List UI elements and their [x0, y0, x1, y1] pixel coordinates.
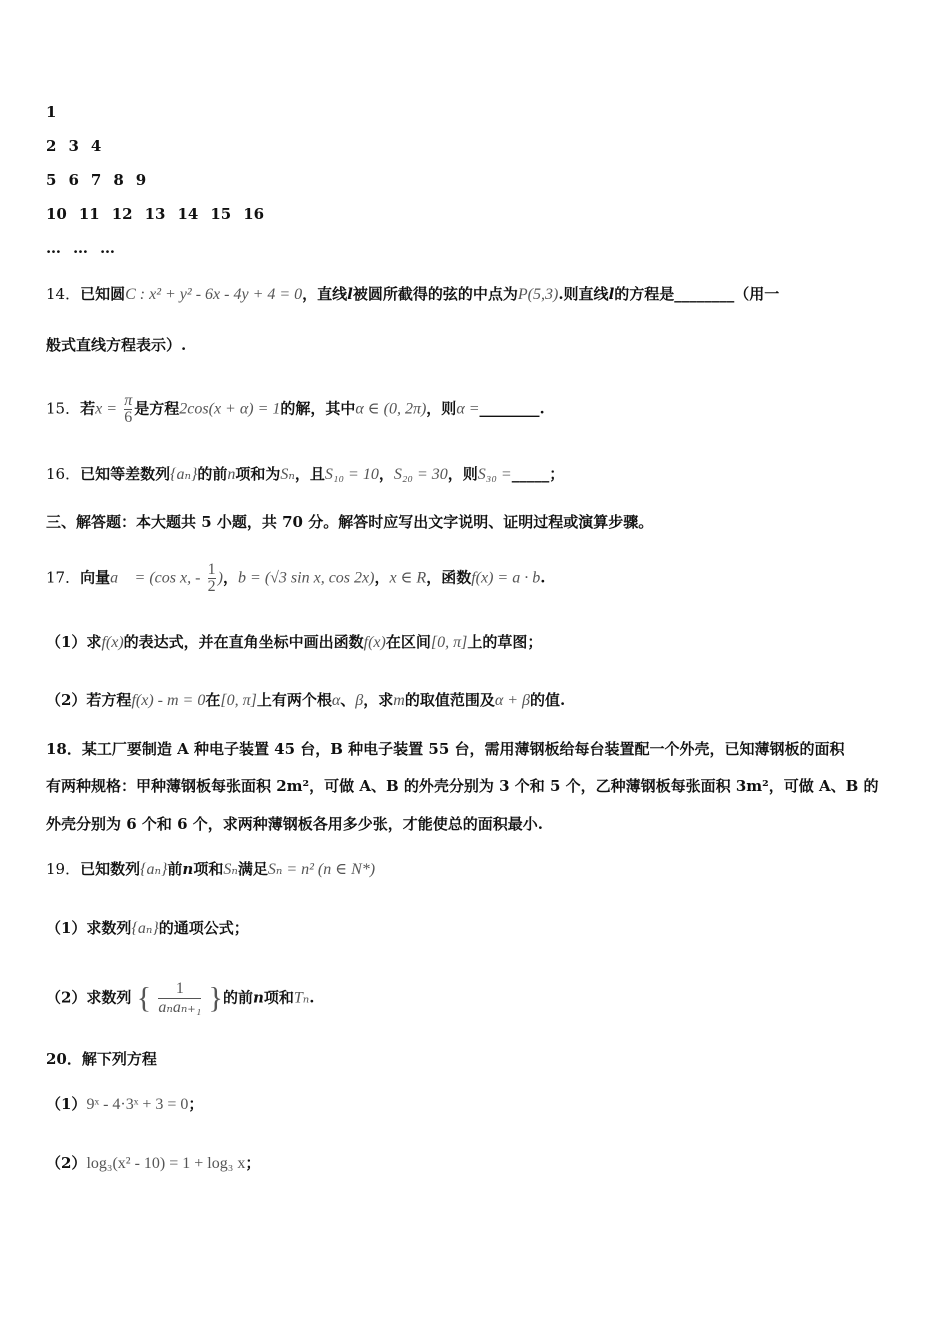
text: 项和为	[235, 465, 281, 483]
triangle-cell: 13	[144, 205, 166, 223]
triangle-cell: 8	[113, 171, 124, 189]
s30: S₃₀ =	[477, 466, 512, 483]
equation: 2cos(x + α) = 1	[179, 400, 281, 418]
triangle-cell: 3	[68, 137, 79, 155]
text: 上有两个根	[256, 691, 332, 709]
fraction-top: π	[124, 392, 133, 409]
equation: f(x) - m = 0	[131, 692, 206, 709]
text: （1）求	[46, 633, 102, 651]
label: （2）	[46, 1154, 87, 1172]
text: _____；	[511, 465, 565, 483]
sequence: {aₙ}	[131, 920, 159, 937]
question-number: 14．	[46, 285, 81, 303]
question-number: 19．	[46, 860, 81, 878]
triangle-cell: 7	[90, 171, 102, 189]
vector-a-end: )	[217, 569, 223, 587]
range: α ∈ (0, 2π)	[355, 400, 427, 418]
triangle-row-5	[46, 238, 127, 258]
triangle-cell: …	[100, 239, 115, 257]
text: ________.	[479, 399, 545, 418]
fraction-bottom: 6	[124, 409, 133, 426]
triangle-cell: 2	[46, 137, 57, 155]
question-15	[46, 393, 545, 426]
fraction-reciprocal	[158, 980, 201, 1017]
text: ，求	[363, 691, 394, 709]
triangle-cell: 1	[46, 103, 57, 121]
triangle-cell: 11	[78, 205, 100, 223]
alpha: α	[331, 692, 341, 709]
question-14-line-1	[46, 284, 779, 305]
text: .	[309, 988, 315, 1007]
text: 项和	[193, 860, 224, 878]
triangle-row-3	[46, 170, 158, 190]
fraction-bottom: 2	[207, 578, 216, 595]
line-l: l	[608, 285, 615, 303]
question-17-part-2	[46, 690, 565, 711]
s20: S₂₀ = 30	[393, 466, 448, 483]
text: 前	[167, 860, 183, 878]
text: （2）求数列	[46, 988, 132, 1007]
triangle-cell: 12	[111, 205, 133, 223]
text: 向量	[80, 568, 111, 587]
text: 已知数列	[80, 860, 141, 878]
triangle-cell: 10	[46, 205, 67, 223]
triangle-cell: 15	[210, 205, 232, 223]
text: 在	[205, 691, 221, 709]
text: 是方程	[134, 399, 180, 418]
circle-equation: C : x² + y² - 6x - 4y + 4 = 0	[125, 286, 303, 303]
question-18-line-3: 外壳分别为 6 个和 6 个，求两种薄钢板各用多少张，才能使总的面积最小.	[46, 815, 543, 833]
text: （2）若方程	[46, 691, 132, 709]
question-20-part-2	[46, 1153, 260, 1174]
question-20-part-1	[46, 1094, 203, 1115]
text: ，则	[447, 465, 478, 483]
tn: Tₙ	[293, 989, 310, 1007]
text: 的通项公式；	[158, 919, 249, 937]
triangle-cell: 4	[90, 137, 102, 155]
text: 已知等差数列	[80, 465, 171, 483]
text: 的解，其中	[280, 399, 356, 418]
fraction-bottom: aₙaₙ₊₁	[158, 999, 202, 1016]
question-17-part-1	[46, 632, 542, 653]
triangle-cell: 5	[46, 171, 57, 189]
triangle-cell: 14	[177, 205, 199, 223]
question-number: 16．	[46, 465, 81, 483]
fraction-1-2	[208, 562, 216, 595]
fraction-top: 1	[207, 561, 216, 578]
text: 已知圆	[80, 285, 126, 303]
text: ，函数	[426, 568, 472, 587]
fx: f(x)	[101, 634, 124, 651]
triangle-cell: …	[73, 239, 88, 257]
question-20: 20．解下列方程	[46, 1050, 157, 1068]
triangle-row-4	[46, 204, 276, 224]
text: .则直线	[558, 285, 609, 303]
question-number: 17．	[46, 568, 81, 587]
function-fx: f(x) = a · b	[471, 569, 541, 587]
x-equals: x =	[95, 400, 118, 418]
interval: [0, π]	[430, 634, 468, 651]
brace-right: }	[208, 981, 223, 1015]
sequence: {aₙ}	[140, 861, 168, 878]
question-19-part-2	[46, 980, 315, 1017]
question-19	[46, 859, 375, 880]
question-17	[46, 562, 545, 595]
equation: 9ˣ - 4·3ˣ + 3 = 0	[86, 1096, 189, 1113]
text: ，直线	[302, 285, 348, 303]
text: ，且	[294, 465, 325, 483]
text: （1）求数列	[46, 919, 132, 937]
text: 的前	[222, 988, 253, 1007]
n: n	[182, 860, 194, 878]
text: 的值.	[530, 691, 566, 709]
section-3-heading: 三、解答题：本大题共 5 小题，共 70 分。解答时应写出文字说明、证明过程或演算步骤。	[46, 513, 654, 531]
sequence: {aₙ}	[170, 466, 198, 483]
text: 被圆所截得的弦的中点为	[352, 285, 518, 303]
text: 的前	[197, 465, 228, 483]
question-18-line-1: 18．某工厂要制造 A 种电子装置 45 台，B 种电子装置 55 台，需用薄钢板给每台装置配一个外壳，已知薄钢板的面积	[46, 740, 845, 758]
vector-a: a⃗ = (cos x, -	[110, 569, 201, 587]
text: 项和	[263, 988, 294, 1007]
question-14-line-2	[46, 335, 186, 355]
interval: [0, π]	[220, 692, 257, 709]
text: 满足	[237, 860, 268, 878]
text: ，	[378, 465, 394, 483]
triangle-row-1	[46, 102, 68, 122]
label: （1）	[46, 1095, 87, 1113]
triangle-cell: 6	[68, 171, 79, 189]
text: 的取值范围及	[404, 691, 495, 709]
s10: S₁₀ = 10	[324, 466, 379, 483]
sn: Sₙ	[280, 466, 295, 483]
text: ，	[374, 568, 390, 587]
text: 上的草图；	[467, 633, 543, 651]
text: 般式直线方程表示）.	[46, 336, 187, 354]
alpha-plus-beta: α + β	[494, 692, 530, 709]
n: n	[252, 988, 264, 1007]
text: 、	[340, 691, 356, 709]
triangle-cell: …	[46, 239, 61, 257]
sn: Sₙ	[223, 861, 238, 878]
n: n	[227, 466, 236, 483]
equation: log₃(x² - 10) = 1 + log₃ x	[86, 1155, 246, 1172]
text: 在区间	[385, 633, 431, 651]
line-l: l	[347, 285, 353, 303]
beta: β	[355, 692, 364, 709]
question-19-part-1	[46, 918, 249, 939]
question-number: 15．	[46, 399, 81, 418]
text: .	[540, 568, 546, 587]
text: 的方程是________（用一	[614, 285, 780, 303]
question-16	[46, 464, 564, 485]
question-18-line-2: 有两种规格：甲种薄钢板每张面积 2m²，可做 A、B 的外壳分别为 3 个和 5 个，乙种薄钢板每张面积 3m²，可做 A、B 的	[46, 777, 879, 795]
sn-equation: Sₙ = n² (n ∈ N*)	[267, 861, 376, 878]
triangle-row-2	[46, 136, 113, 156]
text: ；	[245, 1154, 261, 1172]
triangle-cell: 16	[243, 205, 265, 223]
brace-left: {	[136, 981, 152, 1015]
fx: f(x)	[363, 634, 386, 651]
m: m	[393, 692, 405, 709]
text: ，	[223, 568, 239, 587]
triangle-cell: 9	[135, 171, 147, 189]
answer-alpha: α =	[456, 400, 480, 418]
text: 的表达式，并在直角坐标中画出函数	[123, 633, 364, 651]
x-in-r: x ∈ R	[389, 569, 427, 587]
fraction-pi-6	[124, 393, 132, 426]
vector-b: b = (√3 sin x, cos 2x)	[238, 569, 375, 587]
fraction-top: 1	[158, 980, 201, 999]
text: 若	[80, 399, 96, 418]
text: ；	[188, 1095, 204, 1113]
midpoint: P(5,3)	[517, 286, 559, 303]
text: ，则	[426, 399, 457, 418]
